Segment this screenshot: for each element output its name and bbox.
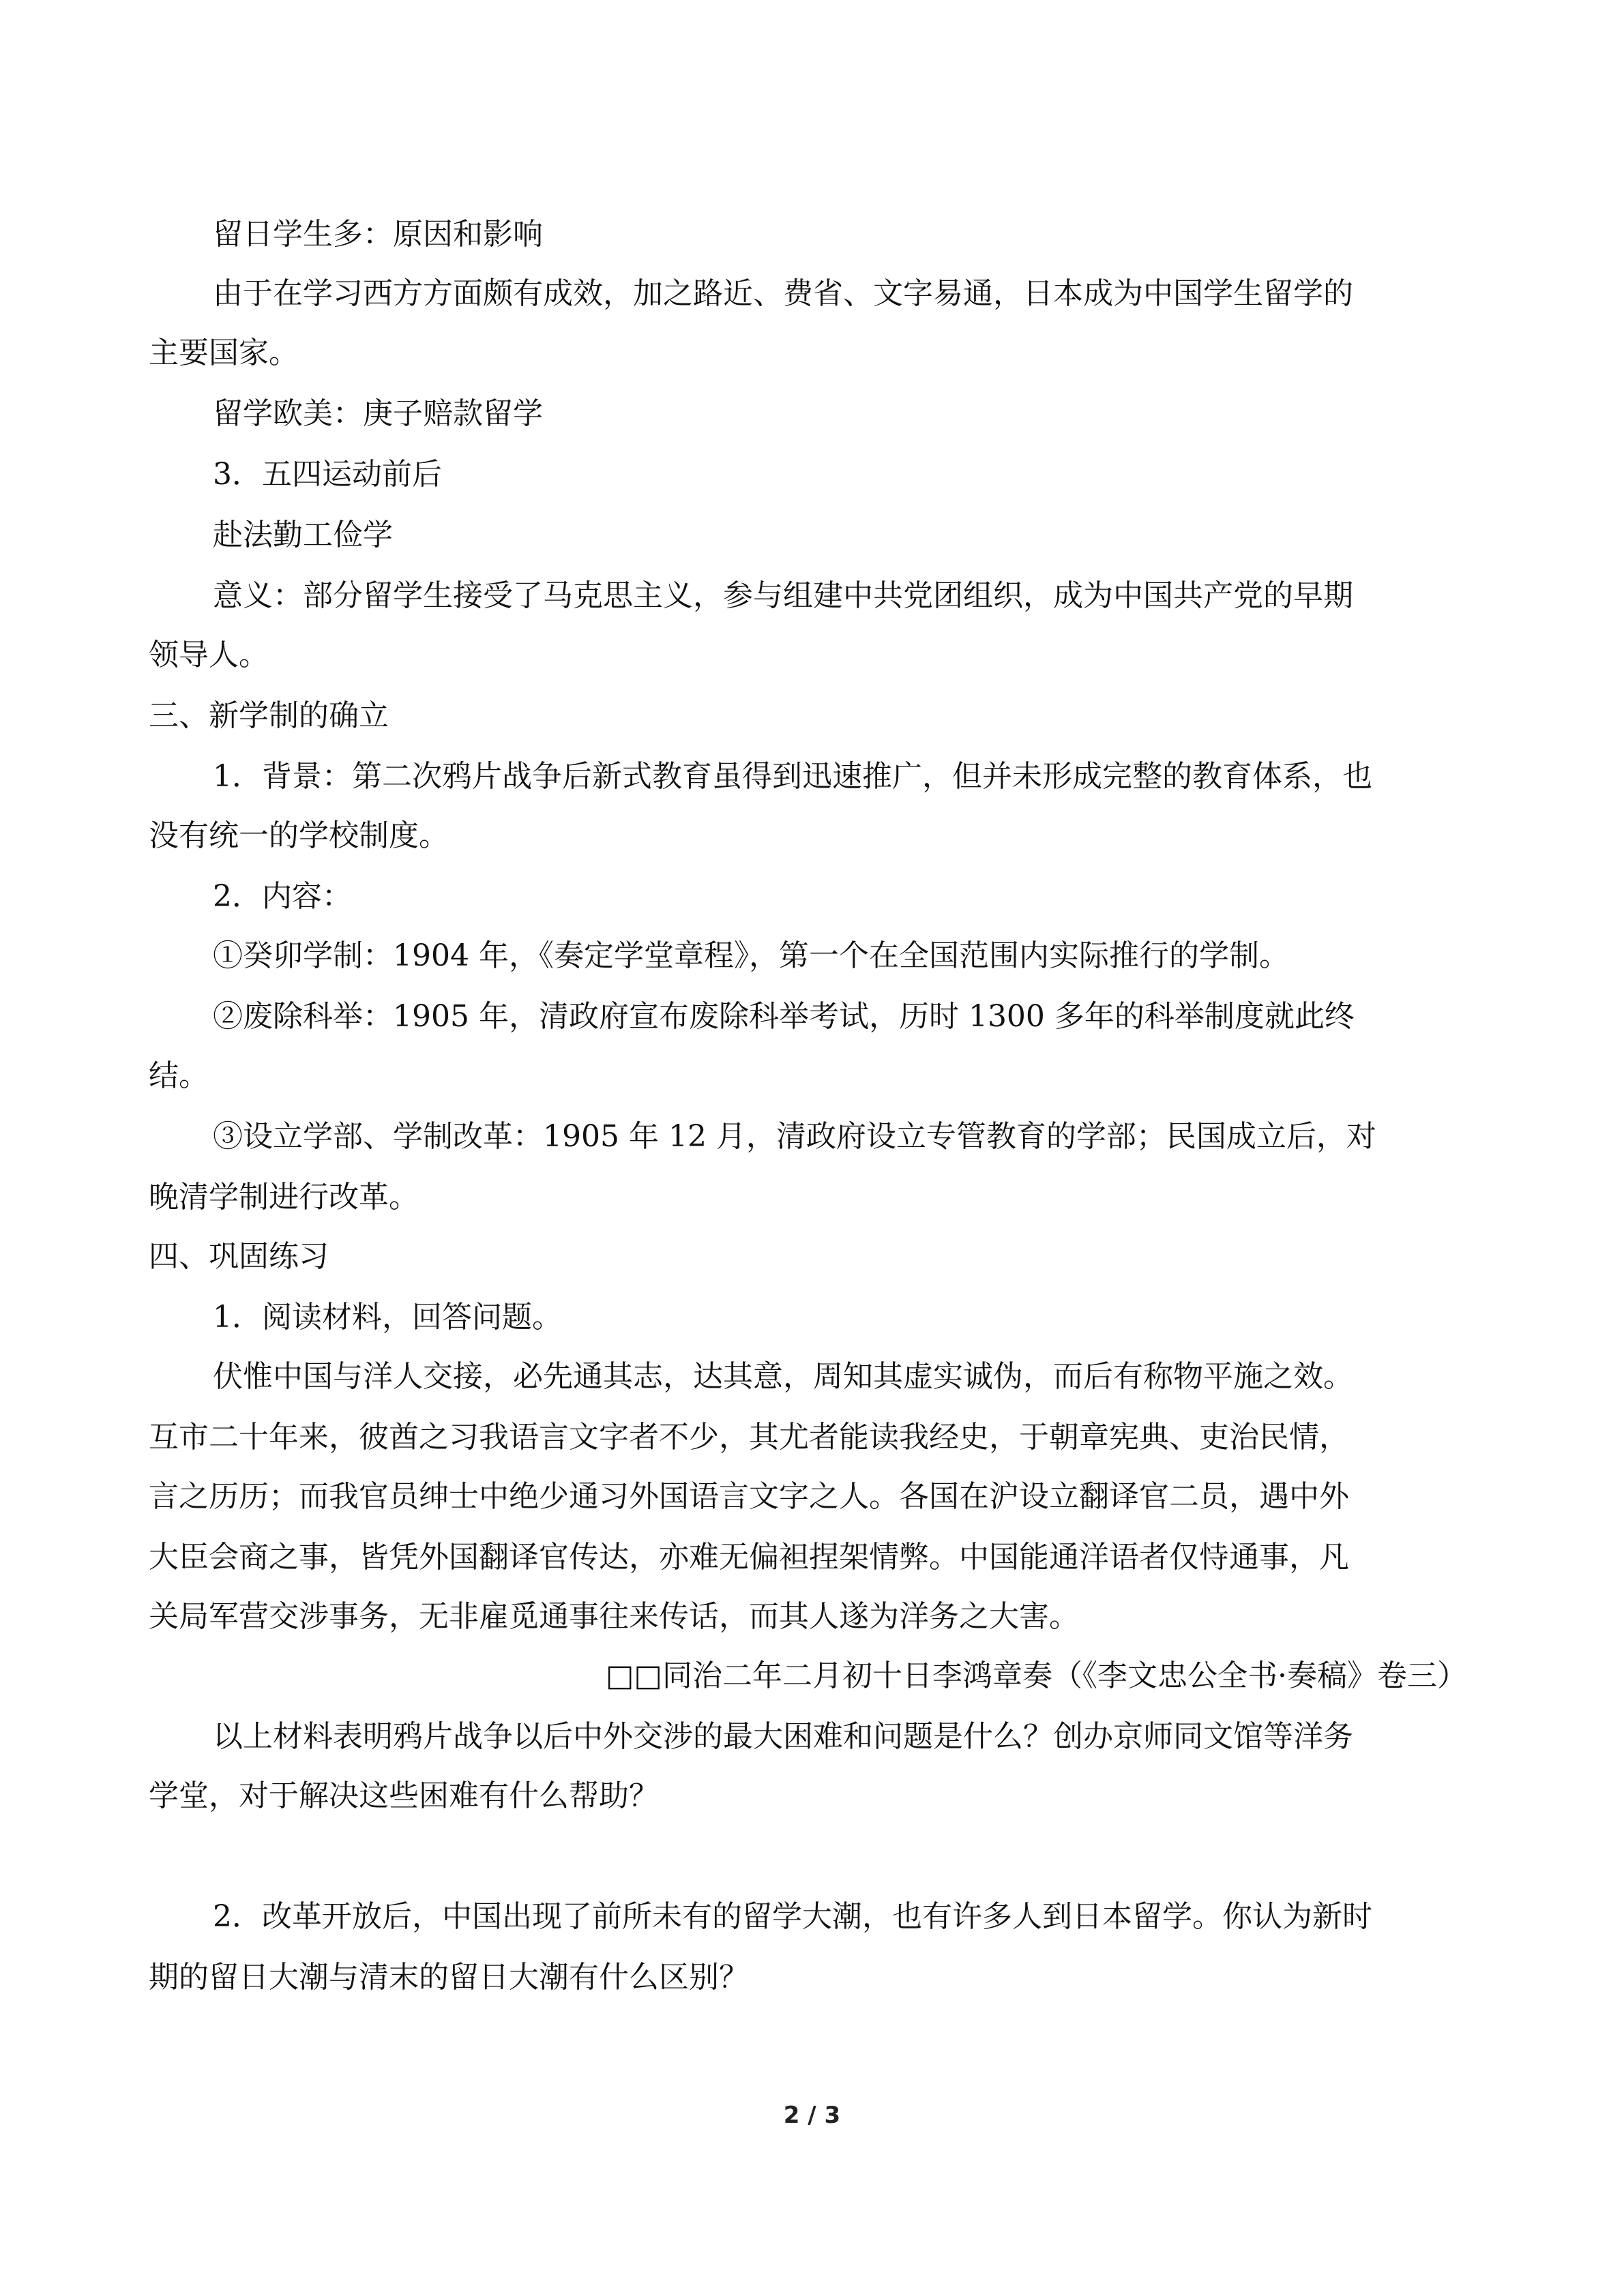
text-line: 期的留日大潮与清末的留日大潮有什么区别？ [149,1960,749,1995]
text-line: 伏惟中国与洋人交接，必先通其志，达其意，周知其虚实诚伪，而后有称物平施之效。 [213,1359,1353,1394]
section-heading: 三、新学制的确立 [149,698,389,733]
text-line: 由于在学习西方方面颇有成效，加之路近、费省、文字易通，日本成为中国学生留学的 [213,276,1353,311]
question-heading: 1．阅读材料，回答问题。 [213,1300,562,1335]
text-line: 晚清学制进行改革。 [149,1180,419,1214]
text-line: ①癸卯学制：1904 年，《奏定学堂章程》，第一个在全国范围内实际推行的学制。 [213,938,1289,973]
text-line: 2．内容： [213,879,352,914]
text-line: 没有统一的学校制度。 [149,818,449,853]
question-heading: 2．改革开放后，中国出现了前所未有的留学大潮，也有许多人到日本留学。你认为新时 [213,1899,1372,1934]
page-number: 2 / 3 [783,2102,841,2129]
text-line: 以上材料表明鸦片战争以后中外交涉的最大困难和问题是什么？创办京师同文馆等洋务 [213,1719,1353,1754]
text-line: 大臣会商之事，皆凭外国翻译官传达，亦难无偏袒捏架情弊。中国能通洋语者仅恃通事，凡 [149,1540,1349,1575]
text-line: 互市二十年来，彼酋之习我语言文字者不少，其尤者能读我经史，于朝章宪典、吏治民情， [149,1420,1349,1455]
text-line: ②废除科举：1905 年，清政府宣布废除科举考试，历时 1300 多年的科举制度就此终 [213,999,1355,1034]
text-line: 言之历历；而我官员绅士中绝少通习外国语言文字之人。各国在沪设立翻译官二员，遇中外 [149,1479,1349,1514]
text-line: 领导人。 [149,638,269,672]
source-citation: □□同治二年二月初十日李鸿章奏（《李文忠公全书·奏稿》卷三） [605,1658,1467,1693]
text-line: 主要国家。 [149,336,299,370]
text-line: 留学欧美：庚子赔款留学 [213,396,543,431]
text-line: 意义：部分留学生接受了马克思主义，参与组建中共党团组织，成为中国共产党的早期 [213,578,1353,613]
text-line: 赴法勤工俭学 [213,518,393,552]
section-heading: 四、巩固练习 [149,1239,329,1274]
text-line: 关局军营交涉事务，无非雇觅通事往来传话，而其人遂为洋务之大害。 [149,1599,1079,1634]
text-line: 留日学生多：原因和影响 [213,217,543,252]
text-line: 结。 [149,1058,209,1093]
text-line: 1．背景：第二次鸦片战争后新式教育虽得到迅速推广，但并未形成完整的教育体系，也 [213,759,1372,794]
text-line: 学堂，对于解决这些困难有什么帮助？ [149,1778,659,1813]
section-heading: 3．五四运动前后 [213,457,442,492]
text-line: ③设立学部、学制改革：1905 年 12 月，清政府设立专管教育的学部；民国成立后，对 [213,1119,1376,1154]
